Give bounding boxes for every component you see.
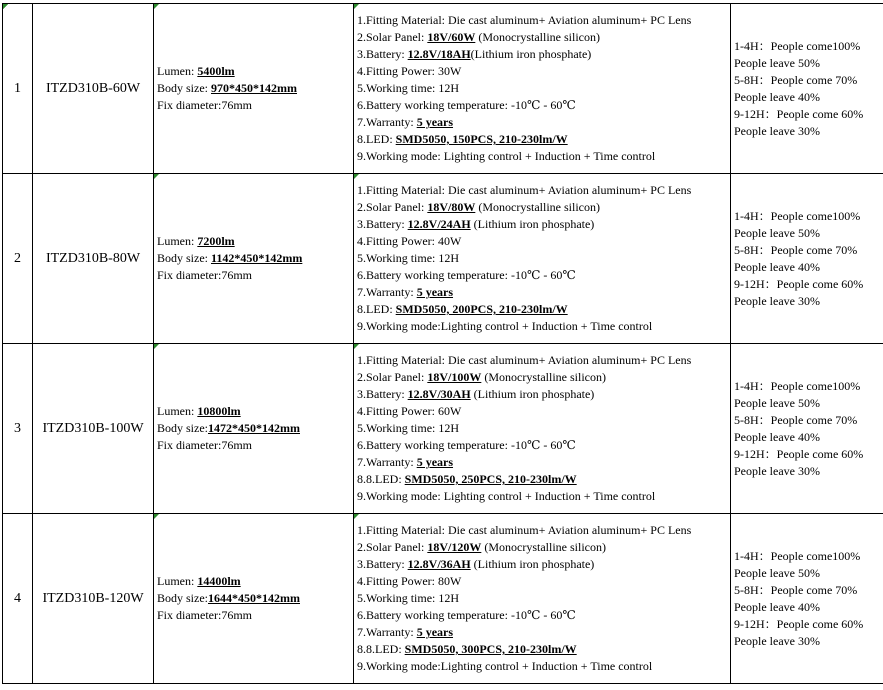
row-index: 4 <box>3 514 33 684</box>
summary-cell <box>154 514 354 684</box>
product-spec-table <box>2 3 883 684</box>
table-row <box>3 4 883 174</box>
table-row <box>3 174 883 344</box>
warranty-value: 5 years <box>416 285 454 299</box>
battery-line <box>357 46 730 63</box>
solar-panel-type: (Monocrystalline silicon) <box>481 370 606 384</box>
led-label: 8.LED: <box>357 132 396 146</box>
battery-temperature: 6.Battery working temperature: -10℃ - 60℃ <box>357 98 576 112</box>
working-mode: 9.Working mode: Lighting control + Induction + Time control <box>357 489 656 503</box>
solar-panel-value: 18V/120W <box>427 540 482 554</box>
model-name: ITZD310B-100W <box>33 344 154 514</box>
summary-cell <box>154 174 354 344</box>
fix-diameter: Fix diameter:76mm <box>157 608 252 622</box>
solar-panel-type: (Monocrystalline silicon) <box>475 30 600 44</box>
solar-panel-value: 18V/100W <box>427 370 482 384</box>
led-label: 8.8.LED: <box>357 472 405 486</box>
solar-panel-type: (Monocrystalline silicon) <box>481 540 606 554</box>
lumen-line <box>157 573 353 590</box>
battery-label: 3.Battery: <box>357 47 408 61</box>
fitting-power: 4.Fitting Power: 60W <box>357 404 462 418</box>
lumen-label: Lumen: <box>157 64 198 78</box>
solar-panel-line <box>357 199 730 216</box>
schedule-line: People leave 40% <box>734 259 820 274</box>
schedule-line: 9-12H：People come 60% <box>734 276 864 291</box>
led-label: 8.LED: <box>357 302 396 316</box>
schedule-line: 9-12H：People come 60% <box>734 616 864 631</box>
details-cell <box>354 4 731 174</box>
warranty-line <box>357 284 730 301</box>
warranty-label: 7.Warranty: <box>357 285 417 299</box>
schedule-line: 1-4H：People come100% <box>734 548 861 563</box>
battery-line <box>357 556 730 573</box>
schedule-line: 1-4H：People come100% <box>734 378 861 393</box>
schedule-line: People leave 40% <box>734 429 820 444</box>
schedule-line: People leave 30% <box>734 293 820 308</box>
battery-type: (Lithium iron phosphate) <box>470 217 595 231</box>
battery-line <box>357 216 730 233</box>
warranty-label: 7.Warranty: <box>357 625 417 639</box>
fix-diameter: Fix diameter:76mm <box>157 438 252 452</box>
solar-panel-label: 2.Solar Panel: <box>357 540 428 554</box>
led-value: SMD5050, 250PCS, 210-230lm/W <box>404 472 577 486</box>
led-label: 8.8.LED: <box>357 642 405 656</box>
schedule-line: People leave 30% <box>734 463 820 478</box>
body-size-line <box>157 80 353 97</box>
lumen-value: 7200lm <box>197 234 235 248</box>
working-mode: 9.Working mode:Lighting control + Induction + Time control <box>357 319 653 333</box>
body-size-label: Body size: <box>157 591 208 605</box>
fitting-power: 4.Fitting Power: 80W <box>357 574 462 588</box>
solar-panel-line <box>357 29 730 46</box>
model-name: ITZD310B-120W <box>33 514 154 684</box>
table-row <box>3 514 883 684</box>
solar-panel-value: 18V/80W <box>427 200 476 214</box>
warranty-value: 5 years <box>416 115 454 129</box>
fix-diameter: Fix diameter:76mm <box>157 268 252 282</box>
body-size-line <box>157 420 353 437</box>
lumen-value: 14400lm <box>197 574 241 588</box>
body-size-label: Body size: <box>157 81 211 95</box>
solar-panel-label: 2.Solar Panel: <box>357 30 428 44</box>
body-size-line <box>157 250 353 267</box>
battery-label: 3.Battery: <box>357 387 408 401</box>
schedule-line: People leave 50% <box>734 225 820 240</box>
warranty-line <box>357 624 730 641</box>
fitting-material: 1.Fitting Material: Die cast aluminum+ Aviation aluminum+ PC Lens <box>357 13 692 27</box>
schedule-line: 9-12H：People come 60% <box>734 446 864 461</box>
warranty-line <box>357 114 730 131</box>
warranty-label: 7.Warranty: <box>357 455 417 469</box>
solar-panel-label: 2.Solar Panel: <box>357 370 428 384</box>
schedule-line: People leave 30% <box>734 633 820 648</box>
schedule-line: 5-8H：People come 70% <box>734 582 858 597</box>
body-size-value: 1472*450*142mm <box>208 421 300 435</box>
schedule-cell <box>731 174 883 344</box>
fitting-material: 1.Fitting Material: Die cast aluminum+ Aviation aluminum+ PC Lens <box>357 353 692 367</box>
table-row <box>3 344 883 514</box>
working-time: 5.Working time: 12H <box>357 591 460 605</box>
lumen-label: Lumen: <box>157 404 198 418</box>
schedule-cell <box>731 4 883 174</box>
led-line <box>357 131 730 148</box>
solar-panel-value: 18V/60W <box>427 30 476 44</box>
body-size-label: Body size: <box>157 251 211 265</box>
battery-temperature: 6.Battery working temperature: -10℃ - 60℃ <box>357 608 576 622</box>
working-time: 5.Working time: 12H <box>357 251 460 265</box>
warranty-line <box>357 454 730 471</box>
body-size-value: 1644*450*142mm <box>208 591 300 605</box>
solar-panel-label: 2.Solar Panel: <box>357 200 428 214</box>
battery-line <box>357 386 730 403</box>
schedule-cell <box>731 344 883 514</box>
lumen-label: Lumen: <box>157 574 198 588</box>
led-line <box>357 301 730 318</box>
details-cell <box>354 344 731 514</box>
warranty-value: 5 years <box>416 455 454 469</box>
working-time: 5.Working time: 12H <box>357 81 460 95</box>
fitting-power: 4.Fitting Power: 30W <box>357 64 462 78</box>
battery-temperature: 6.Battery working temperature: -10℃ - 60℃ <box>357 438 576 452</box>
model-name: ITZD310B-80W <box>33 174 154 344</box>
lumen-line <box>157 403 353 420</box>
battery-temperature: 6.Battery working temperature: -10℃ - 60℃ <box>357 268 576 282</box>
led-line <box>357 641 730 658</box>
led-line <box>357 471 730 488</box>
solar-panel-line <box>357 369 730 386</box>
details-cell <box>354 174 731 344</box>
schedule-line: 5-8H：People come 70% <box>734 412 858 427</box>
schedule-line: People leave 40% <box>734 599 820 614</box>
solar-panel-type: (Monocrystalline silicon) <box>475 200 600 214</box>
schedule-line: 5-8H：People come 70% <box>734 72 858 87</box>
body-size-line <box>157 590 353 607</box>
battery-type: (Lithium iron phosphate) <box>470 387 595 401</box>
solar-panel-line <box>357 539 730 556</box>
fitting-material: 1.Fitting Material: Die cast aluminum+ Aviation aluminum+ PC Lens <box>357 523 692 537</box>
battery-value: 12.8V/24AH <box>407 217 471 231</box>
schedule-cell <box>731 514 883 684</box>
lumen-line <box>157 233 353 250</box>
battery-value: 12.8V/36AH <box>407 557 471 571</box>
body-size-label: Body size: <box>157 421 208 435</box>
lumen-value: 5400lm <box>197 64 235 78</box>
details-cell <box>354 514 731 684</box>
summary-cell <box>154 4 354 174</box>
body-size-value: 970*450*142mm <box>211 81 297 95</box>
summary-cell <box>154 344 354 514</box>
warranty-label: 7.Warranty: <box>357 115 417 129</box>
row-index: 1 <box>3 4 33 174</box>
schedule-line: People leave 30% <box>734 123 820 138</box>
schedule-line: 1-4H：People come100% <box>734 38 861 53</box>
working-time: 5.Working time: 12H <box>357 421 460 435</box>
schedule-line: 9-12H：People come 60% <box>734 106 864 121</box>
led-value: SMD5050, 300PCS, 210-230lm/W <box>404 642 577 656</box>
schedule-line: People leave 50% <box>734 395 820 410</box>
model-name: ITZD310B-60W <box>33 4 154 174</box>
schedule-line: 5-8H：People come 70% <box>734 242 858 257</box>
fitting-material: 1.Fitting Material: Die cast aluminum+ Aviation aluminum+ PC Lens <box>357 183 692 197</box>
lumen-value: 10800lm <box>197 404 241 418</box>
fix-diameter: Fix diameter:76mm <box>157 98 252 112</box>
led-value: SMD5050, 150PCS, 210-230lm/W <box>395 132 568 146</box>
battery-value: 12.8V/18AH <box>407 47 471 61</box>
schedule-line: People leave 50% <box>734 55 820 70</box>
battery-label: 3.Battery: <box>357 217 408 231</box>
row-index: 3 <box>3 344 33 514</box>
battery-label: 3.Battery: <box>357 557 408 571</box>
battery-type: (Lithium iron phosphate) <box>470 557 595 571</box>
schedule-line: 1-4H：People come100% <box>734 208 861 223</box>
schedule-line: People leave 40% <box>734 89 820 104</box>
row-index: 2 <box>3 174 33 344</box>
battery-type: (Lithium iron phosphate) <box>470 47 592 61</box>
battery-value: 12.8V/30AH <box>407 387 471 401</box>
fitting-power: 4.Fitting Power: 40W <box>357 234 462 248</box>
working-mode: 9.Working mode:Lighting control + Induction + Time control <box>357 659 653 673</box>
lumen-label: Lumen: <box>157 234 198 248</box>
body-size-value: 1142*450*142mm <box>211 251 303 265</box>
led-value: SMD5050, 200PCS, 210-230lm/W <box>395 302 568 316</box>
warranty-value: 5 years <box>416 625 454 639</box>
working-mode: 9.Working mode: Lighting control + Induction + Time control <box>357 149 656 163</box>
lumen-line <box>157 63 353 80</box>
schedule-line: People leave 50% <box>734 565 820 580</box>
